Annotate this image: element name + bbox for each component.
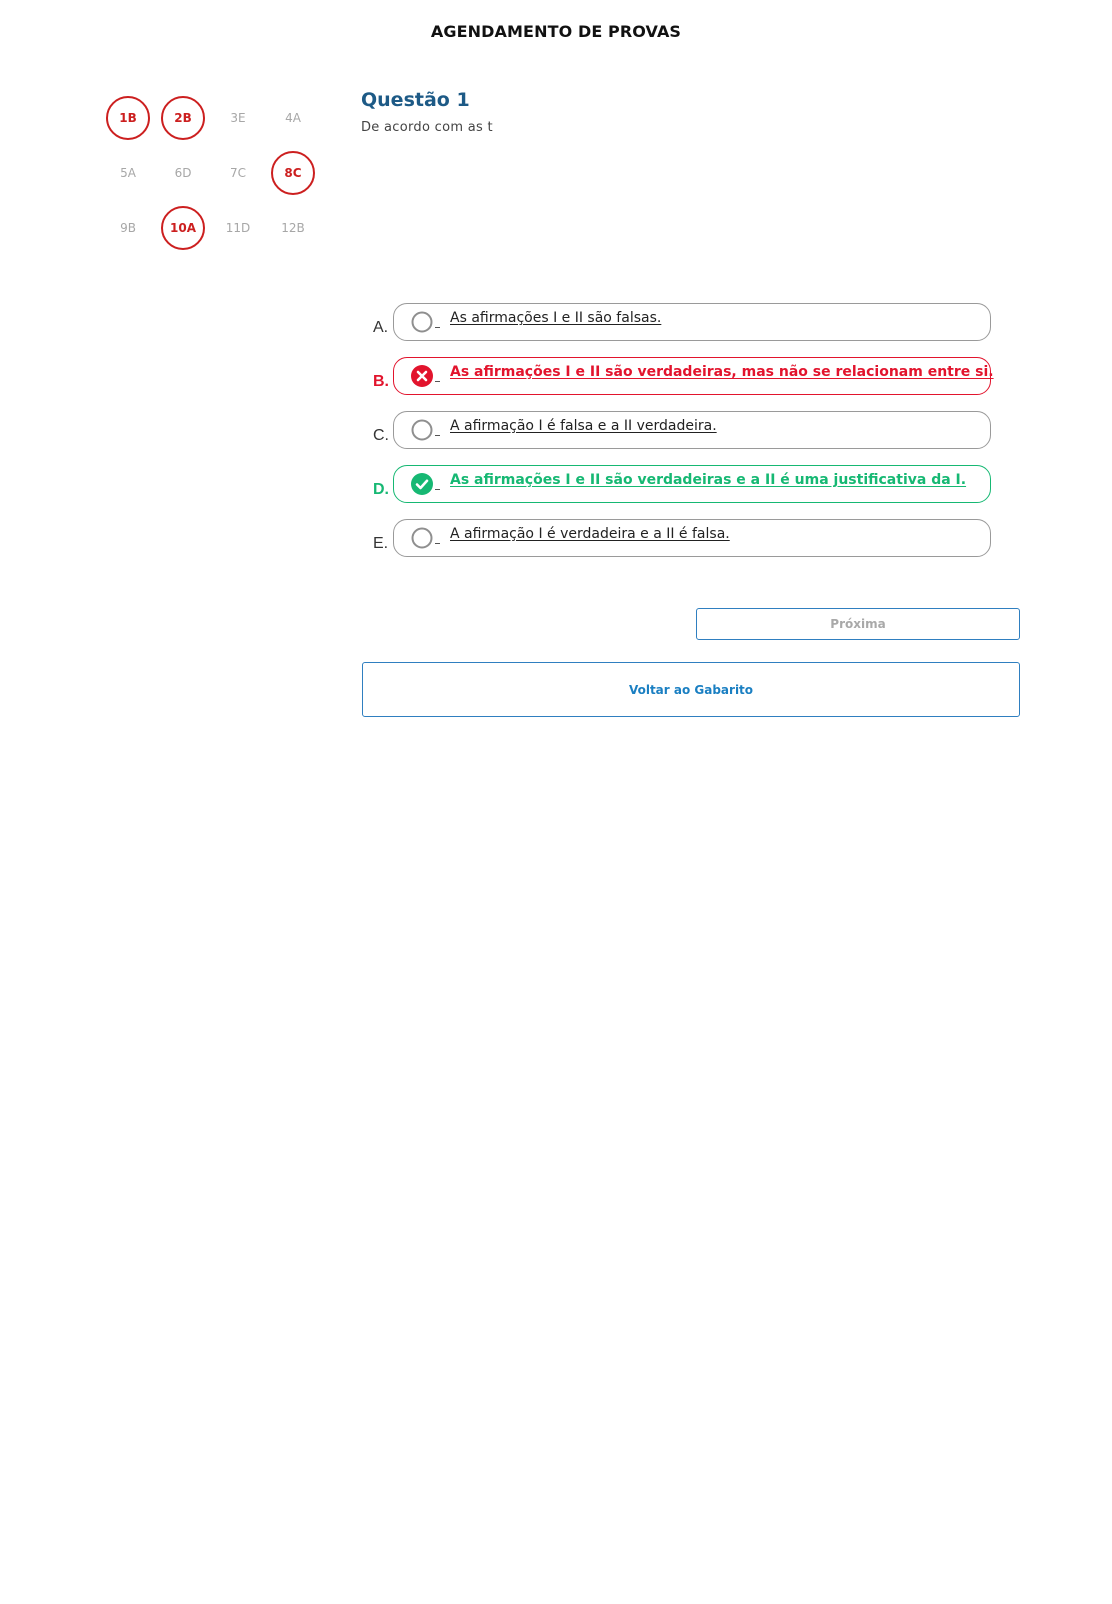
answer-option bbox=[361, 357, 994, 395]
page-title: AGENDAMENTO DE PROVAS bbox=[430, 22, 682, 41]
check-circle-icon bbox=[410, 472, 434, 496]
question-nav-item[interactable]: 11D bbox=[225, 221, 251, 235]
option-separator bbox=[434, 316, 442, 328]
question-nav-item[interactable]: 9B bbox=[120, 221, 136, 235]
option-text: As afirmações I e II são falsas. bbox=[450, 310, 662, 326]
option-separator bbox=[434, 478, 442, 490]
answer-option bbox=[361, 465, 991, 503]
answer-option bbox=[361, 411, 991, 449]
option-separator bbox=[434, 424, 442, 436]
question-nav-item[interactable]: 2B bbox=[161, 96, 205, 140]
radio-empty-icon bbox=[410, 310, 434, 334]
answer-option bbox=[361, 303, 991, 341]
option-letter: C. bbox=[373, 427, 389, 444]
question-text: De acordo com as t bbox=[361, 120, 493, 135]
question-nav-item[interactable]: 10A bbox=[161, 206, 205, 250]
next-button[interactable]: Próxima bbox=[696, 608, 1020, 640]
question-nav-item[interactable]: 3E bbox=[230, 111, 246, 125]
radio-empty-icon bbox=[410, 526, 434, 550]
back-to-answer-key-button[interactable]: Voltar ao Gabarito bbox=[362, 662, 1020, 717]
radio-empty-icon bbox=[410, 418, 434, 442]
question-nav-item[interactable]: 4A bbox=[285, 111, 301, 125]
question-nav-item[interactable]: 5A bbox=[120, 166, 136, 180]
option-separator bbox=[434, 532, 442, 544]
option-choice-box[interactable] bbox=[393, 303, 991, 341]
option-letter: E. bbox=[373, 535, 389, 552]
option-letter: B. bbox=[373, 373, 389, 390]
question-nav-item[interactable]: 6D bbox=[174, 166, 192, 180]
option-text: As afirmações I e II são verdadeiras, mas não se relacionam entre si. bbox=[450, 364, 994, 380]
option-separator bbox=[434, 370, 442, 382]
x-circle-icon bbox=[410, 364, 434, 388]
option-text: As afirmações I e II são verdadeiras e a II é uma justificativa da I. bbox=[450, 472, 967, 488]
option-choice-box[interactable] bbox=[393, 519, 991, 557]
option-text: A afirmação I é falsa e a II verdadeira. bbox=[450, 418, 717, 434]
question-nav-item[interactable]: 8C bbox=[271, 151, 315, 195]
option-letter: A. bbox=[373, 319, 389, 336]
answer-options bbox=[361, 303, 994, 573]
question-nav-item[interactable]: 12B bbox=[281, 221, 305, 235]
question-nav-item[interactable]: 7C bbox=[229, 166, 246, 180]
option-letter: D. bbox=[373, 481, 389, 498]
option-text: A afirmação I é verdadeira e a II é falsa. bbox=[450, 526, 730, 542]
option-choice-box[interactable] bbox=[393, 411, 991, 449]
option-choice-box[interactable] bbox=[393, 465, 991, 503]
option-choice-box[interactable] bbox=[393, 357, 994, 395]
question-navigator bbox=[106, 96, 326, 250]
answer-option bbox=[361, 519, 991, 557]
question-nav-item[interactable]: 1B bbox=[106, 96, 150, 140]
question-title: Questão 1 bbox=[361, 89, 470, 111]
